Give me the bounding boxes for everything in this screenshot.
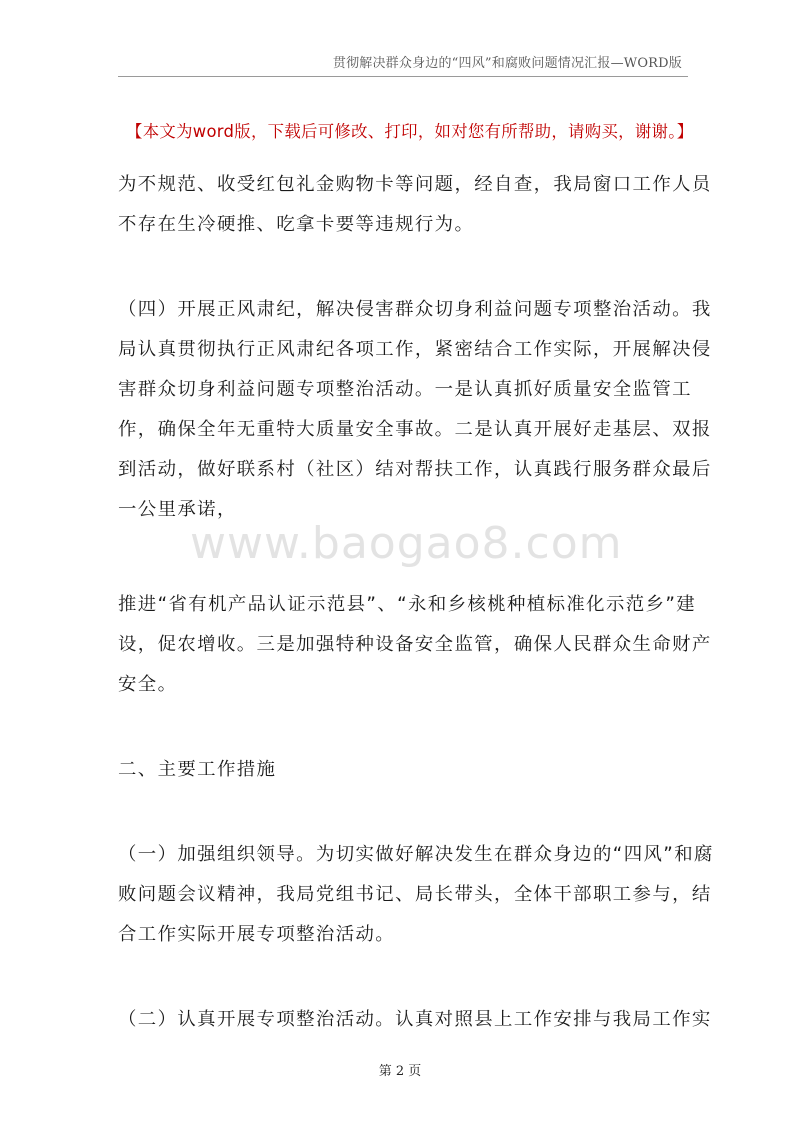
paragraph-line: （二）认真开展专项整治活动。认真对照县上工作安排与我局工作实 bbox=[118, 1009, 712, 1030]
paragraph-line: 为不规范、收受红包礼金购物卡等问题，经自查，我局窗口工作人员 bbox=[118, 174, 712, 195]
paragraph-line: （四）开展正风肃纪，解决侵害群众切身利益问题专项整治活动。我 bbox=[118, 299, 712, 320]
running-header: 贯彻解决群众身边的“四风”和腐败问题情况汇报—WORD版 bbox=[332, 56, 682, 71]
paragraph-line: 到活动，做好联系村（社区）结对帮扶工作，认真践行服务群众最后 bbox=[118, 459, 712, 480]
site-watermark: www.baogao8.com bbox=[190, 518, 623, 569]
paragraph-line: 合工作实际开展专项整治活动。 bbox=[118, 924, 396, 945]
paragraph-line: 不存在生冷硬推、吃拿卡要等违规行为。 bbox=[118, 214, 475, 235]
paragraph-line: （一）加强组织领导。为切实做好解决发生在群众身边的“四风”和腐 bbox=[118, 844, 714, 865]
page-number: 第 2 页 bbox=[378, 1064, 422, 1079]
paragraph-line: 安全。 bbox=[118, 674, 178, 695]
paragraph-line: 推进“省有机产品认证示范县”、“永和乡核桃种植标准化示范乡”建 bbox=[118, 594, 697, 615]
section-heading: 二、主要工作措施 bbox=[118, 759, 277, 780]
download-notice: 【本文为word版，下载后可修改、打印，如对您有所帮助，请购买，谢谢。】 bbox=[126, 122, 694, 141]
paragraph-line: 作，确保全年无重特大质量安全事故。二是认真开展好走基层、双报 bbox=[118, 419, 712, 440]
paragraph-line: 局认真贯彻执行正风肃纪各项工作，紧密结合工作实际，开展解决侵 bbox=[118, 339, 712, 360]
paragraph-line: 设，促农增收。三是加强特种设备安全监管，确保人民群众生命财产 bbox=[118, 634, 712, 655]
header-divider bbox=[118, 76, 688, 77]
paragraph-line: 害群众切身利益问题专项整治活动。一是认真抓好质量安全监管工 bbox=[118, 379, 692, 400]
paragraph-line: 败问题会议精神，我局党组书记、局长带头，全体干部职工参与，结 bbox=[118, 884, 712, 905]
paragraph-line: 一公里承诺， bbox=[118, 499, 237, 520]
